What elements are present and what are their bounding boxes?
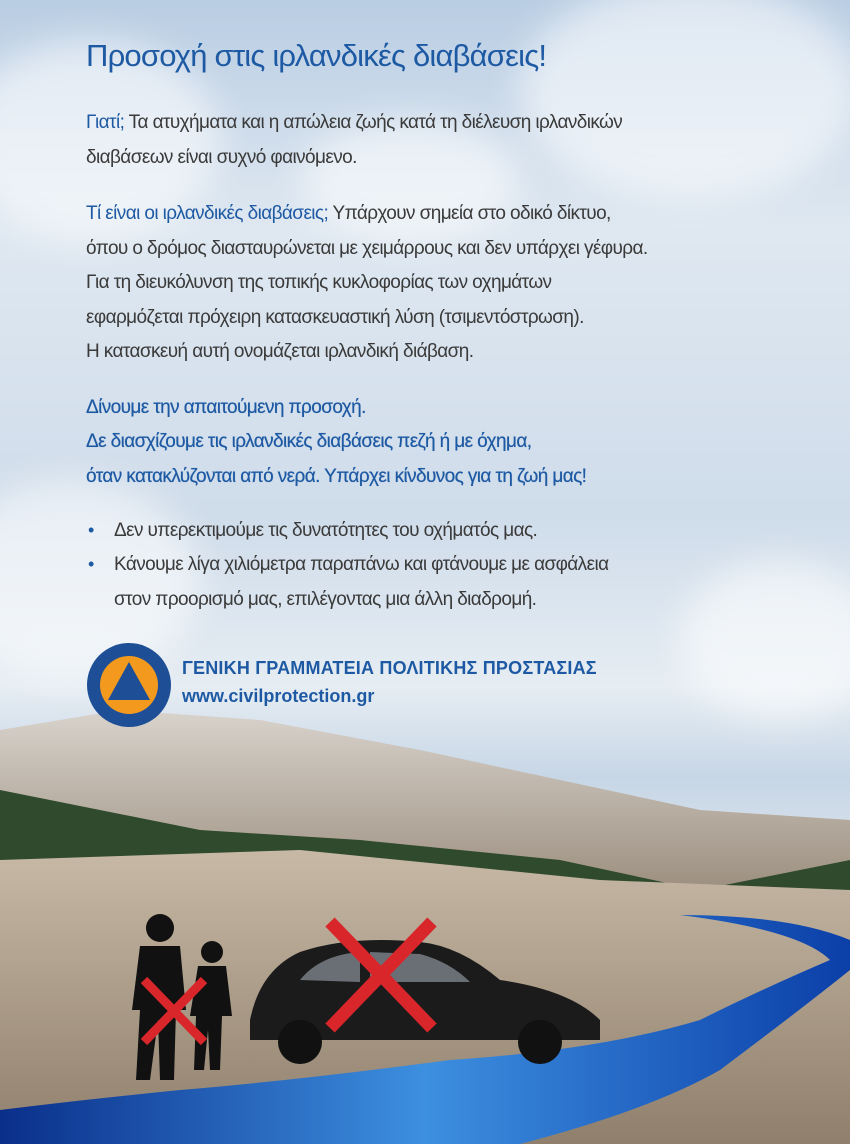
what-paragraph-line1 — [86, 203, 611, 225]
civil-protection-logo — [86, 642, 172, 728]
why-paragraph-line1 — [86, 112, 622, 134]
what-line5: Η κατασκευή αυτή ονομάζεται ιρλανδική διάβαση. — [86, 341, 474, 362]
why-paragraph-line2: διαβάσεων είναι συχνό φαινόμενο. — [86, 147, 357, 168]
what-label: Τί είναι οι ιρλανδικές διαβάσεις; — [86, 203, 329, 224]
what-line2: όπου ο δρόμος διασταυρώνεται με χειμάρρους και δεν υπάρχει γέφυρα. — [86, 238, 648, 259]
warning-line1: Δίνουμε την απαιτούμενη προσοχή. — [86, 397, 366, 418]
organization-name: ΓΕΝΙΚΗ ΓΡΑΜΜΑΤΕΙΑ ΠΟΛΙΤΙΚΗΣ ΠΡΟΣΤΑΣΙΑΣ — [182, 658, 597, 678]
what-text: Υπάρχουν σημεία στο οδικό δίκτυο, — [328, 203, 611, 224]
why-text: Τα ατυχήματα και η απώλεια ζωής κατά τη διέλευση ιρλανδικών — [124, 112, 623, 133]
why-label: Γιατί; — [86, 112, 125, 133]
page-title: Προσοχή στις ιρλανδικές διαβάσεις! — [86, 38, 547, 73]
bullet-item-2: Κάνουμε λίγα χιλιόμετρα παραπάνω και φτάνουμε με ασφάλεια — [114, 554, 609, 575]
what-line4: εφαρμόζεται πρόχειρη κατασκευαστική λύση (τσιμεντόστρωση). — [86, 307, 584, 328]
bullet-icon: • — [88, 520, 95, 540]
warning-line2: Δε διασχίζουμε τις ιρλανδικές διαβάσεις πεζή ή με όχημα, — [86, 431, 532, 452]
bullet-item-1: Δεν υπερεκτιμούμε τις δυνατότητες του οχήματός μας. — [114, 520, 538, 541]
bullet-item-2-cont: στον προορισμό μας, επιλέγοντας μια άλλη διαδρομή. — [114, 589, 537, 610]
what-line3: Για τη διευκόλυνση της τοπικής κυκλοφορίας των οχημάτων — [86, 272, 552, 293]
warning-line3: όταν κατακλύζονται από νερά. Υπάρχει κίνδυνος για τη ζωή μας! — [86, 466, 587, 487]
website-link[interactable]: www.civilprotection.gr — [182, 686, 375, 706]
bullet-icon: • — [88, 554, 95, 574]
landscape-illustration — [0, 690, 850, 1144]
